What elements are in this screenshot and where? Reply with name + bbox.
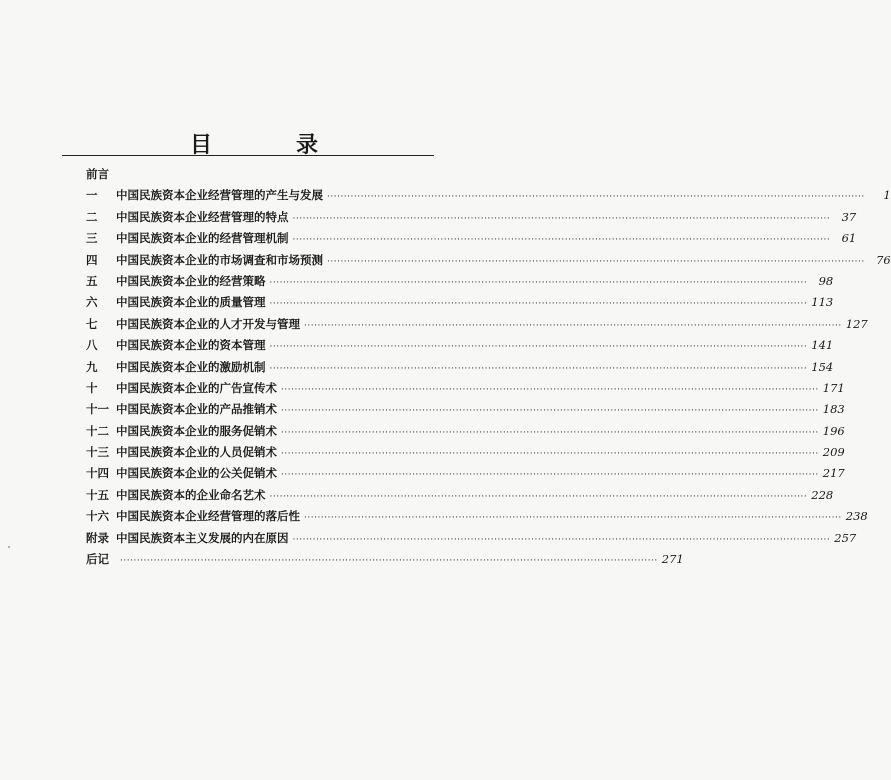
chapter-title: 中国民族资本企业的市场调查和市场预测 xyxy=(116,252,323,267)
chapter-title: 中国民族资本企业的质量管理 xyxy=(116,295,266,310)
page-number: 217 xyxy=(822,466,845,481)
page-number: 37 xyxy=(841,209,857,224)
toc-entry xyxy=(86,187,891,208)
leader-dots: ································································································································································ xyxy=(269,342,808,353)
chapter-number: 四 xyxy=(86,252,98,267)
page-number: 113 xyxy=(811,295,834,310)
toc-entry xyxy=(86,380,845,401)
toc-entry xyxy=(86,230,857,251)
toc-entry xyxy=(86,359,834,380)
toc-entry xyxy=(86,465,845,486)
leader-dots: ································································································································································ xyxy=(292,534,831,545)
page-number: 238 xyxy=(845,509,868,524)
leader-dots: ································································································································································ xyxy=(269,299,808,310)
toc-entry xyxy=(86,551,684,572)
leader-dots: ································································································································································ xyxy=(327,192,865,203)
leader-dots: ································································································································································ xyxy=(281,427,819,438)
leader-dots: ································································································································································ xyxy=(281,449,819,460)
toc-entry xyxy=(86,423,845,444)
page-number: 228 xyxy=(811,487,834,502)
leader-dots: ································································································································································ xyxy=(281,384,819,395)
leader-dots: ································································································································································ xyxy=(269,491,808,502)
page-number: 127 xyxy=(845,316,868,331)
leader-dots: ································································································································································ xyxy=(304,513,842,524)
chapter-number: 七 xyxy=(86,316,98,331)
chapter-number: 十四 xyxy=(86,466,109,481)
chapter-title: 中国民族资本企业的激励机制 xyxy=(116,359,266,374)
title-char-left: 目 xyxy=(190,132,215,158)
page-number: 257 xyxy=(834,530,857,545)
scan-speck xyxy=(8,546,10,548)
toc-entry xyxy=(86,294,834,315)
toc-entry xyxy=(86,209,857,230)
leader-dots: ································································································································································ xyxy=(292,213,831,224)
chapter-number: 十六 xyxy=(86,509,109,524)
toc-entry xyxy=(86,530,857,551)
chapter-number: 十五 xyxy=(86,487,109,502)
toc-preface xyxy=(86,166,434,187)
leader-dots: ································································································································································ xyxy=(327,256,865,267)
chapter-title: 中国民族资本企业的产品推销术 xyxy=(116,402,277,417)
chapter-title: 中国民族资本企业的经营策略 xyxy=(116,273,266,288)
chapter-title: 中国民族资本企业经营管理的特点 xyxy=(116,209,289,224)
title-char-right: 录 xyxy=(295,132,320,158)
chapter-number: 十三 xyxy=(86,445,109,460)
chapter-number: 后记 xyxy=(86,552,109,567)
toc-entry xyxy=(86,316,868,337)
page-number: 76 xyxy=(876,252,891,267)
chapter-number: 九 xyxy=(86,359,98,374)
chapter-title: 中国民族资本企业经营管理的落后性 xyxy=(116,509,300,524)
chapter-title: 中国民族资本企业的公关促销术 xyxy=(116,466,277,481)
page-number: 171 xyxy=(822,380,845,395)
chapter-number: 五 xyxy=(86,273,98,288)
chapter-number: 三 xyxy=(86,231,98,246)
toc-entry xyxy=(86,337,834,358)
chapter-title: 中国民族资本企业的广告宣传术 xyxy=(116,380,277,395)
toc-entry xyxy=(86,444,845,465)
page-number: 183 xyxy=(822,402,845,417)
chapter-number: 二 xyxy=(86,209,98,224)
page-number: 196 xyxy=(822,423,845,438)
page-number: 154 xyxy=(811,359,834,374)
chapter-title: 中国民族资本企业经营管理的产生与发展 xyxy=(116,188,323,203)
toc-entry xyxy=(86,508,868,529)
chapter-number: 十一 xyxy=(86,402,109,417)
toc-entry xyxy=(86,487,834,508)
chapter-number: 一 xyxy=(86,188,98,203)
toc-list xyxy=(86,166,891,572)
page-number: 209 xyxy=(822,445,845,460)
leader-dots: ································································································································································ xyxy=(281,470,819,481)
leader-dots: ································································································································································ xyxy=(292,235,831,246)
chapter-number: 八 xyxy=(86,338,98,353)
toc-entry xyxy=(86,401,845,422)
page-number: 141 xyxy=(811,338,834,353)
leader-dots: ································································································································································ xyxy=(281,406,819,417)
chapter-title: 中国民族资本的企业命名艺术 xyxy=(116,487,266,502)
toc-entry xyxy=(86,273,834,294)
chapter-number: 附录 xyxy=(86,530,109,545)
page-number: 1 xyxy=(883,188,891,203)
chapter-title: 中国民族资本企业的人才开发与管理 xyxy=(116,316,300,331)
title-rule xyxy=(62,155,434,156)
toc-entry xyxy=(86,252,891,273)
chapter-title: 中国民族资本企业的经营管理机制 xyxy=(116,231,289,246)
chapter-title: 中国民族资本企业的资本管理 xyxy=(116,338,266,353)
leader-dots: ································································································································································ xyxy=(304,320,842,331)
chapter-title: 中国民族资本企业的服务促销术 xyxy=(116,423,277,438)
chapter-title: 中国民族资本主义发展的内在原因 xyxy=(116,530,289,545)
leader-dots: ································································································································································ xyxy=(120,556,658,567)
chapter-number: 十二 xyxy=(86,423,109,438)
page-number: 271 xyxy=(661,552,684,567)
chapter-number: 六 xyxy=(86,295,98,310)
page-number: 98 xyxy=(818,273,834,288)
preface-label: 前言 xyxy=(86,167,109,181)
leader-dots: ································································································································································ xyxy=(269,277,808,288)
chapter-number: 十 xyxy=(86,380,98,395)
chapter-title: 中国民族资本企业的人员促销术 xyxy=(116,445,277,460)
page-number: 61 xyxy=(841,231,857,246)
leader-dots: ································································································································································ xyxy=(269,363,808,374)
